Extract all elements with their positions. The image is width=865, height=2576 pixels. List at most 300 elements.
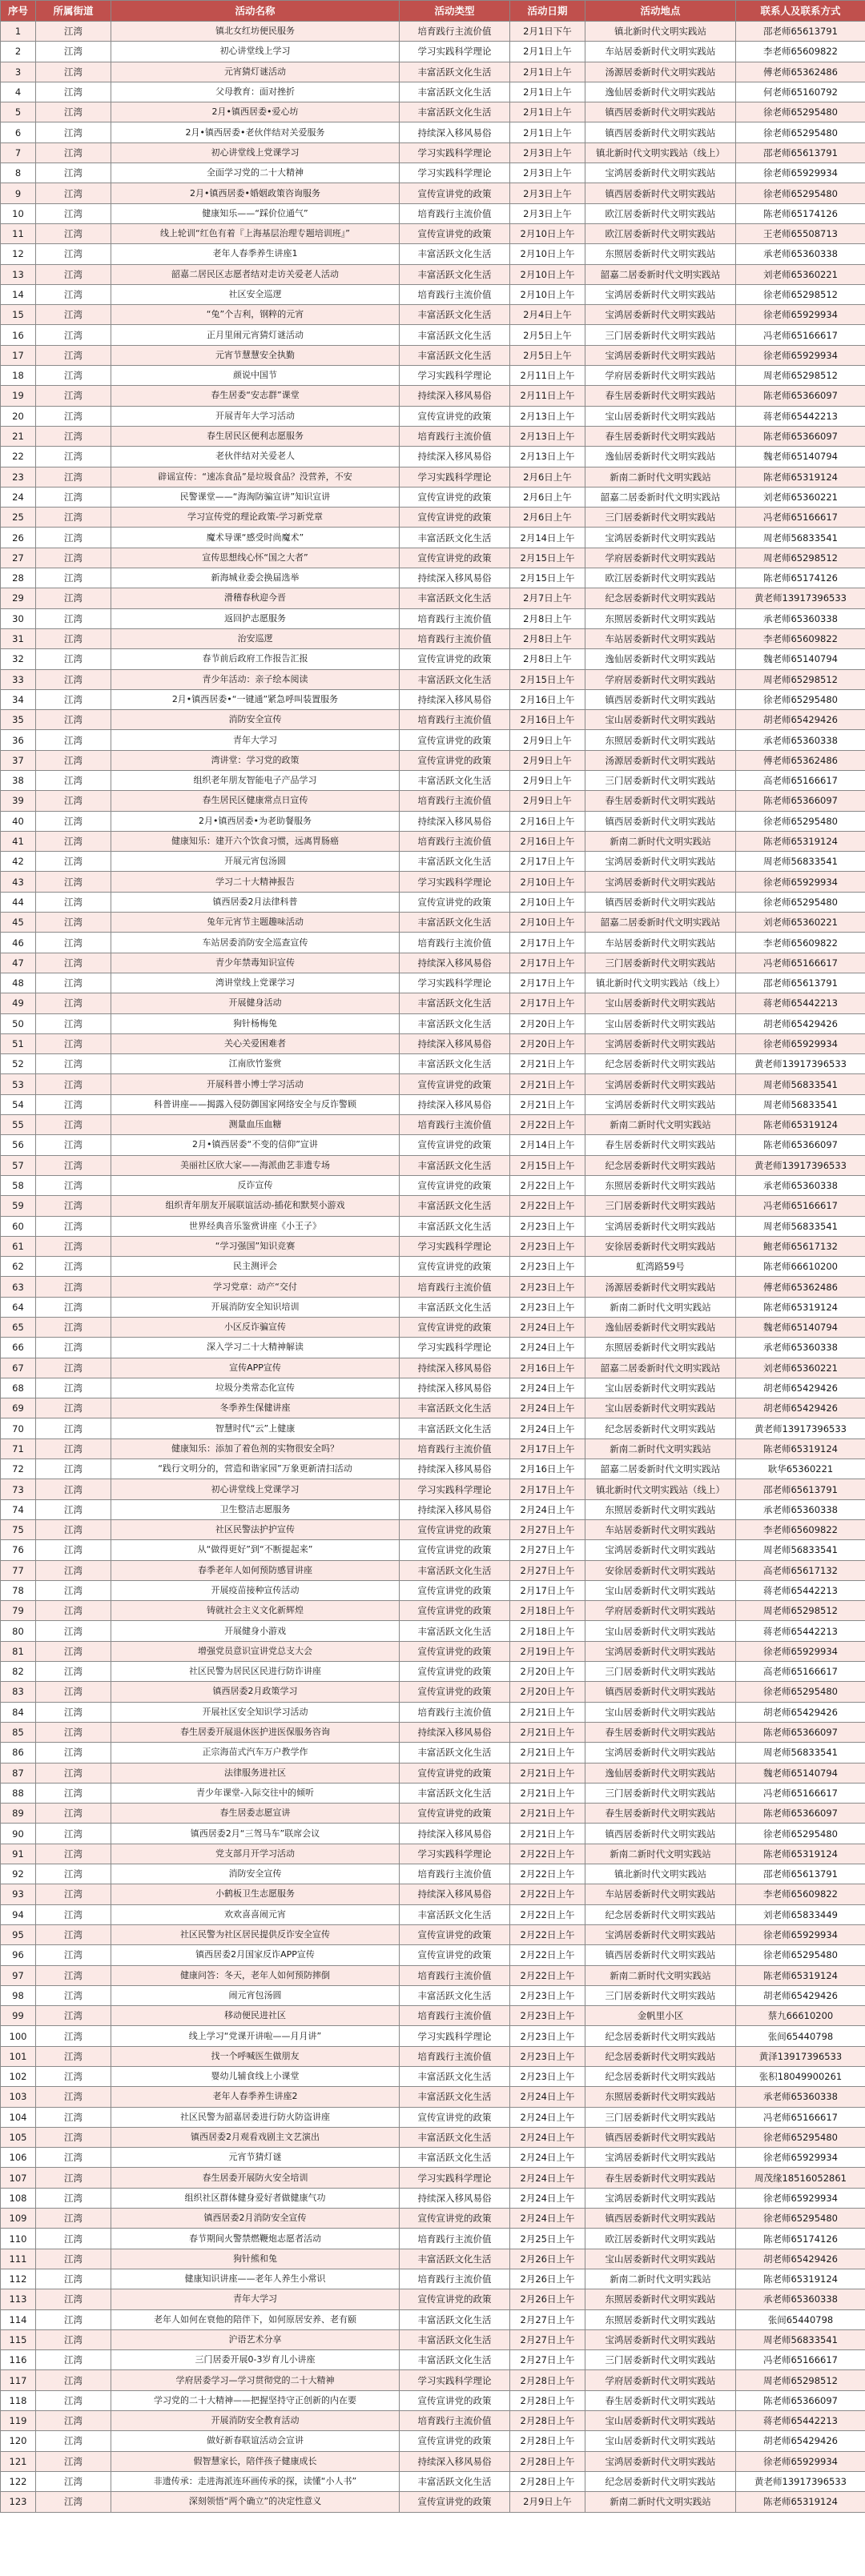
- cell-activity-location: 纪念居委新时代文明实践站: [585, 588, 736, 608]
- cell-index: 97: [1, 1965, 36, 1985]
- cell-index: 114: [1, 2309, 36, 2329]
- cell-activity-date: 2月27日上午: [510, 1519, 585, 1539]
- cell-activity-name: 镇西居委2月法律科普: [111, 892, 400, 912]
- cell-activity-name: 开展消防安全知识培训: [111, 1297, 400, 1317]
- table-row: [1, 1945, 865, 1965]
- cell-index: 79: [1, 1601, 36, 1621]
- cell-activity-date: 2月17日上午: [510, 993, 585, 1013]
- cell-street: 江湾: [36, 2431, 111, 2451]
- cell-index: 46: [1, 933, 36, 953]
- cell-contact: 胡老师65429426: [736, 1378, 865, 1398]
- cell-index: 39: [1, 791, 36, 811]
- cell-activity-type: 培育践行主流价值: [400, 1115, 510, 1135]
- cell-street: 江湾: [36, 82, 111, 102]
- cell-activity-name: 假智慧家长，陪伴孩子健康成长: [111, 2451, 400, 2471]
- cell-contact: 蔡九66610200: [736, 2006, 865, 2026]
- cell-activity-location: 欧江居委新时代文明实践站: [585, 223, 736, 243]
- cell-activity-date: 2月15日上午: [510, 1155, 585, 1175]
- cell-contact: 徐老师65295480: [736, 689, 865, 709]
- cell-activity-location: 镇西居委新时代文明实践站: [585, 811, 736, 831]
- cell-street: 江湾: [36, 548, 111, 568]
- cell-activity-location: 安徐居委新时代文明实践站: [585, 1560, 736, 1580]
- cell-street: 江湾: [36, 933, 111, 953]
- cell-activity-type: 丰富活跃文化生活: [400, 1783, 510, 1803]
- table-row: [1, 2107, 865, 2127]
- table-row: [1, 1783, 865, 1803]
- cell-activity-location: 宝山居委新时代文明实践站: [585, 2431, 736, 2451]
- header-activity-type: 活动类型: [400, 1, 510, 22]
- cell-street: 江湾: [36, 791, 111, 811]
- cell-activity-name: 民警课堂——“海淘防骗宣讲”知识宣讲: [111, 487, 400, 507]
- cell-index: 4: [1, 82, 36, 102]
- cell-index: 66: [1, 1338, 36, 1358]
- cell-activity-location: 金帆里小区: [585, 2006, 736, 2026]
- cell-contact: 刘老师65360221: [736, 264, 865, 284]
- table-row: [1, 244, 865, 264]
- cell-activity-date: 2月28日上午: [510, 2451, 585, 2471]
- cell-contact: 邵老师65613791: [736, 973, 865, 993]
- cell-street: 江湾: [36, 1662, 111, 1682]
- cell-activity-date: 2月19日上午: [510, 1641, 585, 1661]
- cell-activity-location: 镇西居委新时代文明实践站: [585, 1945, 736, 1965]
- cell-activity-date: 2月16日上午: [510, 710, 585, 730]
- cell-street: 江湾: [36, 1804, 111, 1824]
- cell-street: 江湾: [36, 568, 111, 588]
- cell-street: 江湾: [36, 2390, 111, 2410]
- cell-activity-name: 组织社区群体健身爱好者做健康气功: [111, 2188, 400, 2208]
- table-row: [1, 386, 865, 406]
- table-row: [1, 831, 865, 851]
- cell-activity-date: 2月9日上午: [510, 2492, 585, 2512]
- header-index: 序号: [1, 1, 36, 22]
- cell-contact: 徐老师65295480: [736, 183, 865, 203]
- cell-activity-name: 春生居委“安志群”课堂: [111, 386, 400, 406]
- cell-street: 江湾: [36, 973, 111, 993]
- cell-activity-location: 东照居委新时代文明实践站: [585, 2309, 736, 2329]
- cell-street: 江湾: [36, 2127, 111, 2147]
- cell-activity-name: 开展元宵包汤圆: [111, 852, 400, 872]
- cell-activity-type: 培育践行主流价值: [400, 2229, 510, 2249]
- cell-street: 江湾: [36, 649, 111, 669]
- cell-activity-type: 宣传宣讲党的政策: [400, 2492, 510, 2512]
- cell-activity-location: 三门居委新时代文明实践站: [585, 770, 736, 790]
- cell-street: 江湾: [36, 1965, 111, 1985]
- cell-activity-name: 组织老年朋友智能电子产品学习: [111, 770, 400, 790]
- cell-index: 26: [1, 528, 36, 548]
- cell-street: 江湾: [36, 1358, 111, 1378]
- cell-activity-name: 小区反诈骗宣传: [111, 1318, 400, 1338]
- table-row: [1, 2026, 865, 2046]
- table-row: [1, 467, 865, 487]
- cell-activity-date: 2月5日上午: [510, 325, 585, 345]
- cell-activity-name: 铸就社会主义文化新辉煌: [111, 1601, 400, 1621]
- cell-activity-name: 闹元宵包汤圆: [111, 1985, 400, 2005]
- cell-street: 江湾: [36, 2309, 111, 2329]
- cell-activity-location: 汤源居委新时代文明实践站: [585, 750, 736, 770]
- cell-street: 江湾: [36, 366, 111, 386]
- cell-activity-name: 组织青年朋友开展联谊活动-插花和默契小游戏: [111, 1196, 400, 1216]
- cell-activity-date: 2月8日上午: [510, 628, 585, 648]
- cell-street: 江湾: [36, 588, 111, 608]
- cell-activity-type: 丰富活跃文化生活: [400, 2087, 510, 2107]
- table-row: [1, 852, 865, 872]
- cell-activity-type: 持续深入移风易俗: [400, 1499, 510, 1519]
- cell-activity-date: 2月10日上午: [510, 264, 585, 284]
- cell-activity-date: 2月21日上午: [510, 1824, 585, 1844]
- cell-index: 121: [1, 2451, 36, 2471]
- cell-index: 24: [1, 487, 36, 507]
- cell-activity-location: 韶嘉二居委新时代文明实践站: [585, 487, 736, 507]
- cell-activity-date: 2月24日上午: [510, 1499, 585, 1519]
- cell-activity-type: 丰富活跃文化生活: [400, 1985, 510, 2005]
- cell-index: 98: [1, 1985, 36, 2005]
- table-row: [1, 1459, 865, 1479]
- cell-activity-type: 丰富活跃文化生活: [400, 62, 510, 82]
- cell-activity-location: 宝山居委新时代文明实践站: [585, 406, 736, 426]
- cell-activity-date: 2月16日上午: [510, 811, 585, 831]
- cell-activity-location: 逸仙居委新时代文明实践站: [585, 649, 736, 669]
- cell-activity-location: 镇西居委新时代文明实践站: [585, 102, 736, 122]
- cell-activity-location: 宝鸿居委新时代文明实践站: [585, 163, 736, 183]
- cell-street: 江湾: [36, 1601, 111, 1621]
- cell-activity-location: 东照居委新时代文明实践站: [585, 1499, 736, 1519]
- cell-index: 55: [1, 1115, 36, 1135]
- cell-activity-location: 学府居委新时代文明实践站: [585, 1601, 736, 1621]
- cell-activity-date: 2月17日上午: [510, 953, 585, 973]
- cell-contact: 周老师56833541: [736, 1216, 865, 1236]
- cell-activity-date: 2月24日上午: [510, 2127, 585, 2147]
- cell-activity-date: 2月24日上午: [510, 2168, 585, 2188]
- cell-activity-location: 三门居委新时代文明实践站: [585, 2350, 736, 2370]
- table-row: [1, 1662, 865, 1682]
- cell-contact: 黄老师13917396533: [736, 1054, 865, 1074]
- cell-street: 江湾: [36, 1155, 111, 1175]
- cell-contact: 陈老师65319124: [736, 2269, 865, 2289]
- cell-index: 91: [1, 1844, 36, 1864]
- cell-activity-name: 青年大学习: [111, 2289, 400, 2309]
- cell-contact: 魏老师65140794: [736, 649, 865, 669]
- cell-activity-name: 初心讲堂线上学习: [111, 42, 400, 62]
- cell-activity-location: 逸仙居委新时代文明实践站: [585, 82, 736, 102]
- cell-index: 65: [1, 1318, 36, 1338]
- table-row: [1, 1418, 865, 1438]
- cell-index: 25: [1, 508, 36, 528]
- cell-activity-name: 2月•镇西居委•为老助餐服务: [111, 811, 400, 831]
- cell-street: 江湾: [36, 284, 111, 304]
- cell-activity-type: 丰富活跃文化生活: [400, 82, 510, 102]
- cell-index: 58: [1, 1175, 36, 1195]
- cell-street: 江湾: [36, 2046, 111, 2066]
- cell-activity-date: 2月26日上午: [510, 2249, 585, 2269]
- cell-index: 93: [1, 1884, 36, 1904]
- cell-activity-type: 丰富活跃文化生活: [400, 1418, 510, 1438]
- cell-index: 44: [1, 892, 36, 912]
- table-row: [1, 791, 865, 811]
- cell-activity-location: 欧江居委新时代文明实践站: [585, 568, 736, 588]
- cell-index: 85: [1, 1722, 36, 1742]
- cell-activity-date: 2月27日上午: [510, 1540, 585, 1560]
- table-body: [1, 22, 865, 2513]
- table-row: [1, 1904, 865, 1924]
- cell-activity-type: 宣传宣讲党的政策: [400, 1519, 510, 1539]
- cell-activity-location: 三门居委新时代文明实践站: [585, 1783, 736, 1803]
- cell-activity-type: 持续深入移风易俗: [400, 122, 510, 142]
- cell-activity-name: 冬季养生保健讲座: [111, 1398, 400, 1418]
- cell-activity-location: 宝山居委新时代文明实践站: [585, 1398, 736, 1418]
- cell-activity-name: 社区民警为居民区民进行防诈讲座: [111, 1662, 400, 1682]
- cell-activity-type: 持续深入移风易俗: [400, 1722, 510, 1742]
- cell-activity-date: 2月13日上午: [510, 426, 585, 446]
- cell-contact: 蒋老师65442213: [736, 993, 865, 1013]
- cell-street: 江湾: [36, 1277, 111, 1297]
- cell-activity-location: 宝山居委新时代文明实践站: [585, 993, 736, 1013]
- cell-activity-type: 学习实践科学理论: [400, 973, 510, 993]
- cell-activity-name: 春节前后政府工作报告汇报: [111, 649, 400, 669]
- cell-activity-date: 2月23日上午: [510, 2066, 585, 2086]
- cell-activity-name: 美丽社区欣大家——海派曲艺非遗专场: [111, 1155, 400, 1175]
- table-row: [1, 872, 865, 892]
- cell-activity-date: 2月28日上午: [510, 2431, 585, 2451]
- cell-activity-date: 2月1日上午: [510, 102, 585, 122]
- cell-contact: 冯老师65166617: [736, 508, 865, 528]
- cell-activity-type: 丰富活跃文化生活: [400, 993, 510, 1013]
- cell-index: 18: [1, 366, 36, 386]
- cell-contact: 胡老师65429426: [736, 1985, 865, 2005]
- header-contact: 联系人及联系方式: [736, 1, 865, 22]
- cell-activity-type: 培育践行主流价值: [400, 2006, 510, 2026]
- cell-contact: 黄老师13917396533: [736, 2471, 865, 2491]
- cell-activity-date: 2月28日上午: [510, 2411, 585, 2431]
- cell-index: 88: [1, 1783, 36, 1803]
- cell-street: 江湾: [36, 163, 111, 183]
- cell-activity-location: 宝鸿居委新时代文明实践站: [585, 1033, 736, 1053]
- cell-activity-name: 关心关爱困难者: [111, 1033, 400, 1053]
- cell-index: 10: [1, 203, 36, 223]
- cell-contact: 鲍老师65617132: [736, 1236, 865, 1256]
- table-row: [1, 325, 865, 345]
- cell-activity-name: 从“做得更好”到“不断提起来”: [111, 1540, 400, 1560]
- cell-activity-type: 培育践行主流价值: [400, 426, 510, 446]
- cell-contact: 刘老师65833449: [736, 1904, 865, 1924]
- cell-contact: 李老师65609822: [736, 933, 865, 953]
- cell-contact: 陈老师65174126: [736, 2229, 865, 2249]
- cell-index: 53: [1, 1074, 36, 1094]
- cell-street: 江湾: [36, 1418, 111, 1438]
- cell-activity-type: 宣传宣讲党的政策: [400, 2209, 510, 2229]
- table-row: [1, 1965, 865, 1985]
- table-row: [1, 22, 865, 42]
- cell-index: 74: [1, 1499, 36, 1519]
- table-row: [1, 183, 865, 203]
- cell-activity-date: 2月22日上午: [510, 1864, 585, 1884]
- cell-street: 江湾: [36, 1824, 111, 1844]
- cell-activity-name: 卫生整洁志愿服务: [111, 1499, 400, 1519]
- cell-activity-location: 宝鸿居委新时代文明实践站: [585, 1743, 736, 1763]
- cell-index: 101: [1, 2046, 36, 2066]
- cell-activity-name: 反诈宣传: [111, 1175, 400, 1195]
- cell-index: 60: [1, 1216, 36, 1236]
- cell-activity-location: 宝山居委新时代文明实践站: [585, 2411, 736, 2431]
- cell-street: 江湾: [36, 2350, 111, 2370]
- cell-activity-date: 2月6日上午: [510, 467, 585, 487]
- cell-activity-name: 韶嘉二居民区志愿者结对走访关爱老人活动: [111, 264, 400, 284]
- cell-street: 江湾: [36, 628, 111, 648]
- cell-street: 江湾: [36, 2006, 111, 2026]
- cell-activity-date: 2月10日上午: [510, 872, 585, 892]
- cell-index: 37: [1, 750, 36, 770]
- cell-activity-name: 三门居委开展0-3岁育儿小讲座: [111, 2350, 400, 2370]
- cell-contact: 冯老师65166617: [736, 1196, 865, 1216]
- cell-index: 19: [1, 386, 36, 406]
- table-row: [1, 1985, 865, 2005]
- cell-street: 江湾: [36, 447, 111, 467]
- cell-activity-date: 2月22日上午: [510, 1884, 585, 1904]
- table-row: [1, 2492, 865, 2512]
- cell-activity-location: 宝山居委新时代文明实践站: [585, 2249, 736, 2269]
- cell-activity-date: 2月26日上午: [510, 2289, 585, 2309]
- cell-index: 47: [1, 953, 36, 973]
- cell-activity-name: 春生居民区健康常点日宣传: [111, 791, 400, 811]
- cell-activity-name: 婴幼儿辅食线上小课堂: [111, 2066, 400, 2086]
- table-row: [1, 1257, 865, 1277]
- table-row: [1, 142, 865, 163]
- cell-activity-type: 宣传宣讲党的政策: [400, 1175, 510, 1195]
- cell-activity-date: 2月11日上午: [510, 366, 585, 386]
- table-row: [1, 973, 865, 993]
- cell-street: 江湾: [36, 2168, 111, 2188]
- cell-activity-type: 宣传宣讲党的政策: [400, 892, 510, 912]
- table-row: [1, 1175, 865, 1195]
- cell-index: 116: [1, 2350, 36, 2370]
- cell-activity-location: 宝鸿居委新时代文明实践站: [585, 872, 736, 892]
- cell-activity-date: 2月21日上午: [510, 1722, 585, 1742]
- cell-activity-name: 欢欢喜喜闹元宵: [111, 1904, 400, 1924]
- cell-activity-date: 2月1日上午: [510, 82, 585, 102]
- cell-activity-location: 春生居委新时代文明实践站: [585, 2168, 736, 2188]
- table-row: [1, 2350, 865, 2370]
- cell-contact: 胡老师65429426: [736, 710, 865, 730]
- table-row: [1, 2127, 865, 2147]
- cell-activity-date: 2月24日上午: [510, 2209, 585, 2229]
- cell-activity-location: 宝山居委新时代文明实践站: [585, 1378, 736, 1398]
- cell-activity-date: 2月27日上午: [510, 2329, 585, 2349]
- cell-activity-type: 持续深入移风易俗: [400, 386, 510, 406]
- cell-activity-location: 镇西居委新时代文明实践站: [585, 122, 736, 142]
- cell-street: 江湾: [36, 1054, 111, 1074]
- cell-activity-type: 宣传宣讲党的政策: [400, 1682, 510, 1702]
- table-row: [1, 1318, 865, 1338]
- cell-activity-type: 宣传宣讲党的政策: [400, 223, 510, 243]
- table-row: [1, 122, 865, 142]
- cell-index: 27: [1, 548, 36, 568]
- cell-index: 1: [1, 22, 36, 42]
- cell-contact: 陈老师65366097: [736, 1722, 865, 1742]
- table-row: [1, 1864, 865, 1884]
- table-row: [1, 1743, 865, 1763]
- cell-index: 123: [1, 2492, 36, 2512]
- cell-activity-type: 持续深入移风易俗: [400, 1378, 510, 1398]
- cell-activity-location: 春生居委新时代文明实践站: [585, 386, 736, 406]
- cell-activity-date: 2月26日上午: [510, 2269, 585, 2289]
- cell-activity-date: 2月24日上午: [510, 2188, 585, 2208]
- cell-activity-type: 培育践行主流价值: [400, 2269, 510, 2289]
- cell-street: 江湾: [36, 1722, 111, 1742]
- cell-street: 江湾: [36, 953, 111, 973]
- cell-activity-date: 2月22日上午: [510, 1965, 585, 1985]
- cell-activity-name: 做好新春联谊活动会宣讲: [111, 2431, 400, 2451]
- cell-street: 江湾: [36, 1904, 111, 1924]
- cell-street: 江湾: [36, 1864, 111, 1884]
- table-row: [1, 2087, 865, 2107]
- cell-contact: 胡老师65429426: [736, 1013, 865, 1033]
- cell-activity-location: 宝山居委新时代文明实践站: [585, 1580, 736, 1600]
- cell-street: 江湾: [36, 750, 111, 770]
- table-row: [1, 1277, 865, 1297]
- cell-activity-type: 持续深入移风易俗: [400, 953, 510, 973]
- cell-activity-location: 宝山居委新时代文明实践站: [585, 1702, 736, 1722]
- cell-index: 77: [1, 1560, 36, 1580]
- cell-street: 江湾: [36, 345, 111, 365]
- cell-activity-name: 2月•镇西居委•“一键通”紧急呼叫装置服务: [111, 689, 400, 709]
- table-row: [1, 770, 865, 790]
- cell-activity-name: “践行文明分的，营造和谐家园”万象更新清扫活动: [111, 1459, 400, 1479]
- cell-index: 68: [1, 1378, 36, 1398]
- cell-contact: 黄老师13917396533: [736, 1418, 865, 1438]
- cell-activity-name: 消防安全宣传: [111, 710, 400, 730]
- cell-activity-location: 镇西居委新时代文明实践站: [585, 183, 736, 203]
- cell-activity-date: 2月23日上午: [510, 1216, 585, 1236]
- cell-activity-location: 东照居委新时代文明实践站: [585, 1175, 736, 1195]
- cell-activity-type: 宣传宣讲党的政策: [400, 649, 510, 669]
- cell-index: 7: [1, 142, 36, 163]
- cell-activity-location: 春生居委新时代文明实践站: [585, 426, 736, 446]
- cell-activity-location: 春生居委新时代文明实践站: [585, 1135, 736, 1155]
- cell-activity-location: 学府居委新时代文明实践站: [585, 548, 736, 568]
- cell-street: 江湾: [36, 122, 111, 142]
- cell-activity-date: 2月28日上午: [510, 2370, 585, 2390]
- cell-index: 115: [1, 2329, 36, 2349]
- cell-activity-name: 镇西居委2月国家反诈APP宣传: [111, 1945, 400, 1965]
- cell-contact: 陈老师65366097: [736, 1135, 865, 1155]
- table-row: [1, 811, 865, 831]
- cell-activity-date: 2月22日上午: [510, 1844, 585, 1864]
- cell-activity-name: 镇西居委2月政策学习: [111, 1682, 400, 1702]
- cell-activity-location: 纪念居委新时代文明实践站: [585, 2046, 736, 2066]
- cell-activity-name: 元宵猜灯谜活动: [111, 62, 400, 82]
- cell-contact: 傅老师65362486: [736, 1277, 865, 1297]
- cell-activity-name: 元宵节慧慧安全执勤: [111, 345, 400, 365]
- cell-activity-date: 2月14日上午: [510, 1135, 585, 1155]
- cell-index: 118: [1, 2390, 36, 2410]
- cell-street: 江湾: [36, 406, 111, 426]
- cell-street: 江湾: [36, 1844, 111, 1864]
- table-row: [1, 730, 865, 750]
- cell-street: 江湾: [36, 386, 111, 406]
- table-row: [1, 1155, 865, 1175]
- cell-activity-type: 丰富活跃文化生活: [400, 2127, 510, 2147]
- cell-activity-type: 宣传宣讲党的政策: [400, 2431, 510, 2451]
- cell-activity-date: 2月23日上午: [510, 1297, 585, 1317]
- table-row: [1, 1499, 865, 1519]
- table-row: [1, 608, 865, 628]
- cell-index: 122: [1, 2471, 36, 2491]
- table-row: [1, 750, 865, 770]
- cell-activity-type: 学习实践科学理论: [400, 1338, 510, 1358]
- cell-street: 江湾: [36, 1438, 111, 1459]
- cell-activity-name: 消防安全宣传: [111, 1864, 400, 1884]
- cell-index: 64: [1, 1297, 36, 1317]
- cell-activity-type: 持续深入移风易俗: [400, 2451, 510, 2471]
